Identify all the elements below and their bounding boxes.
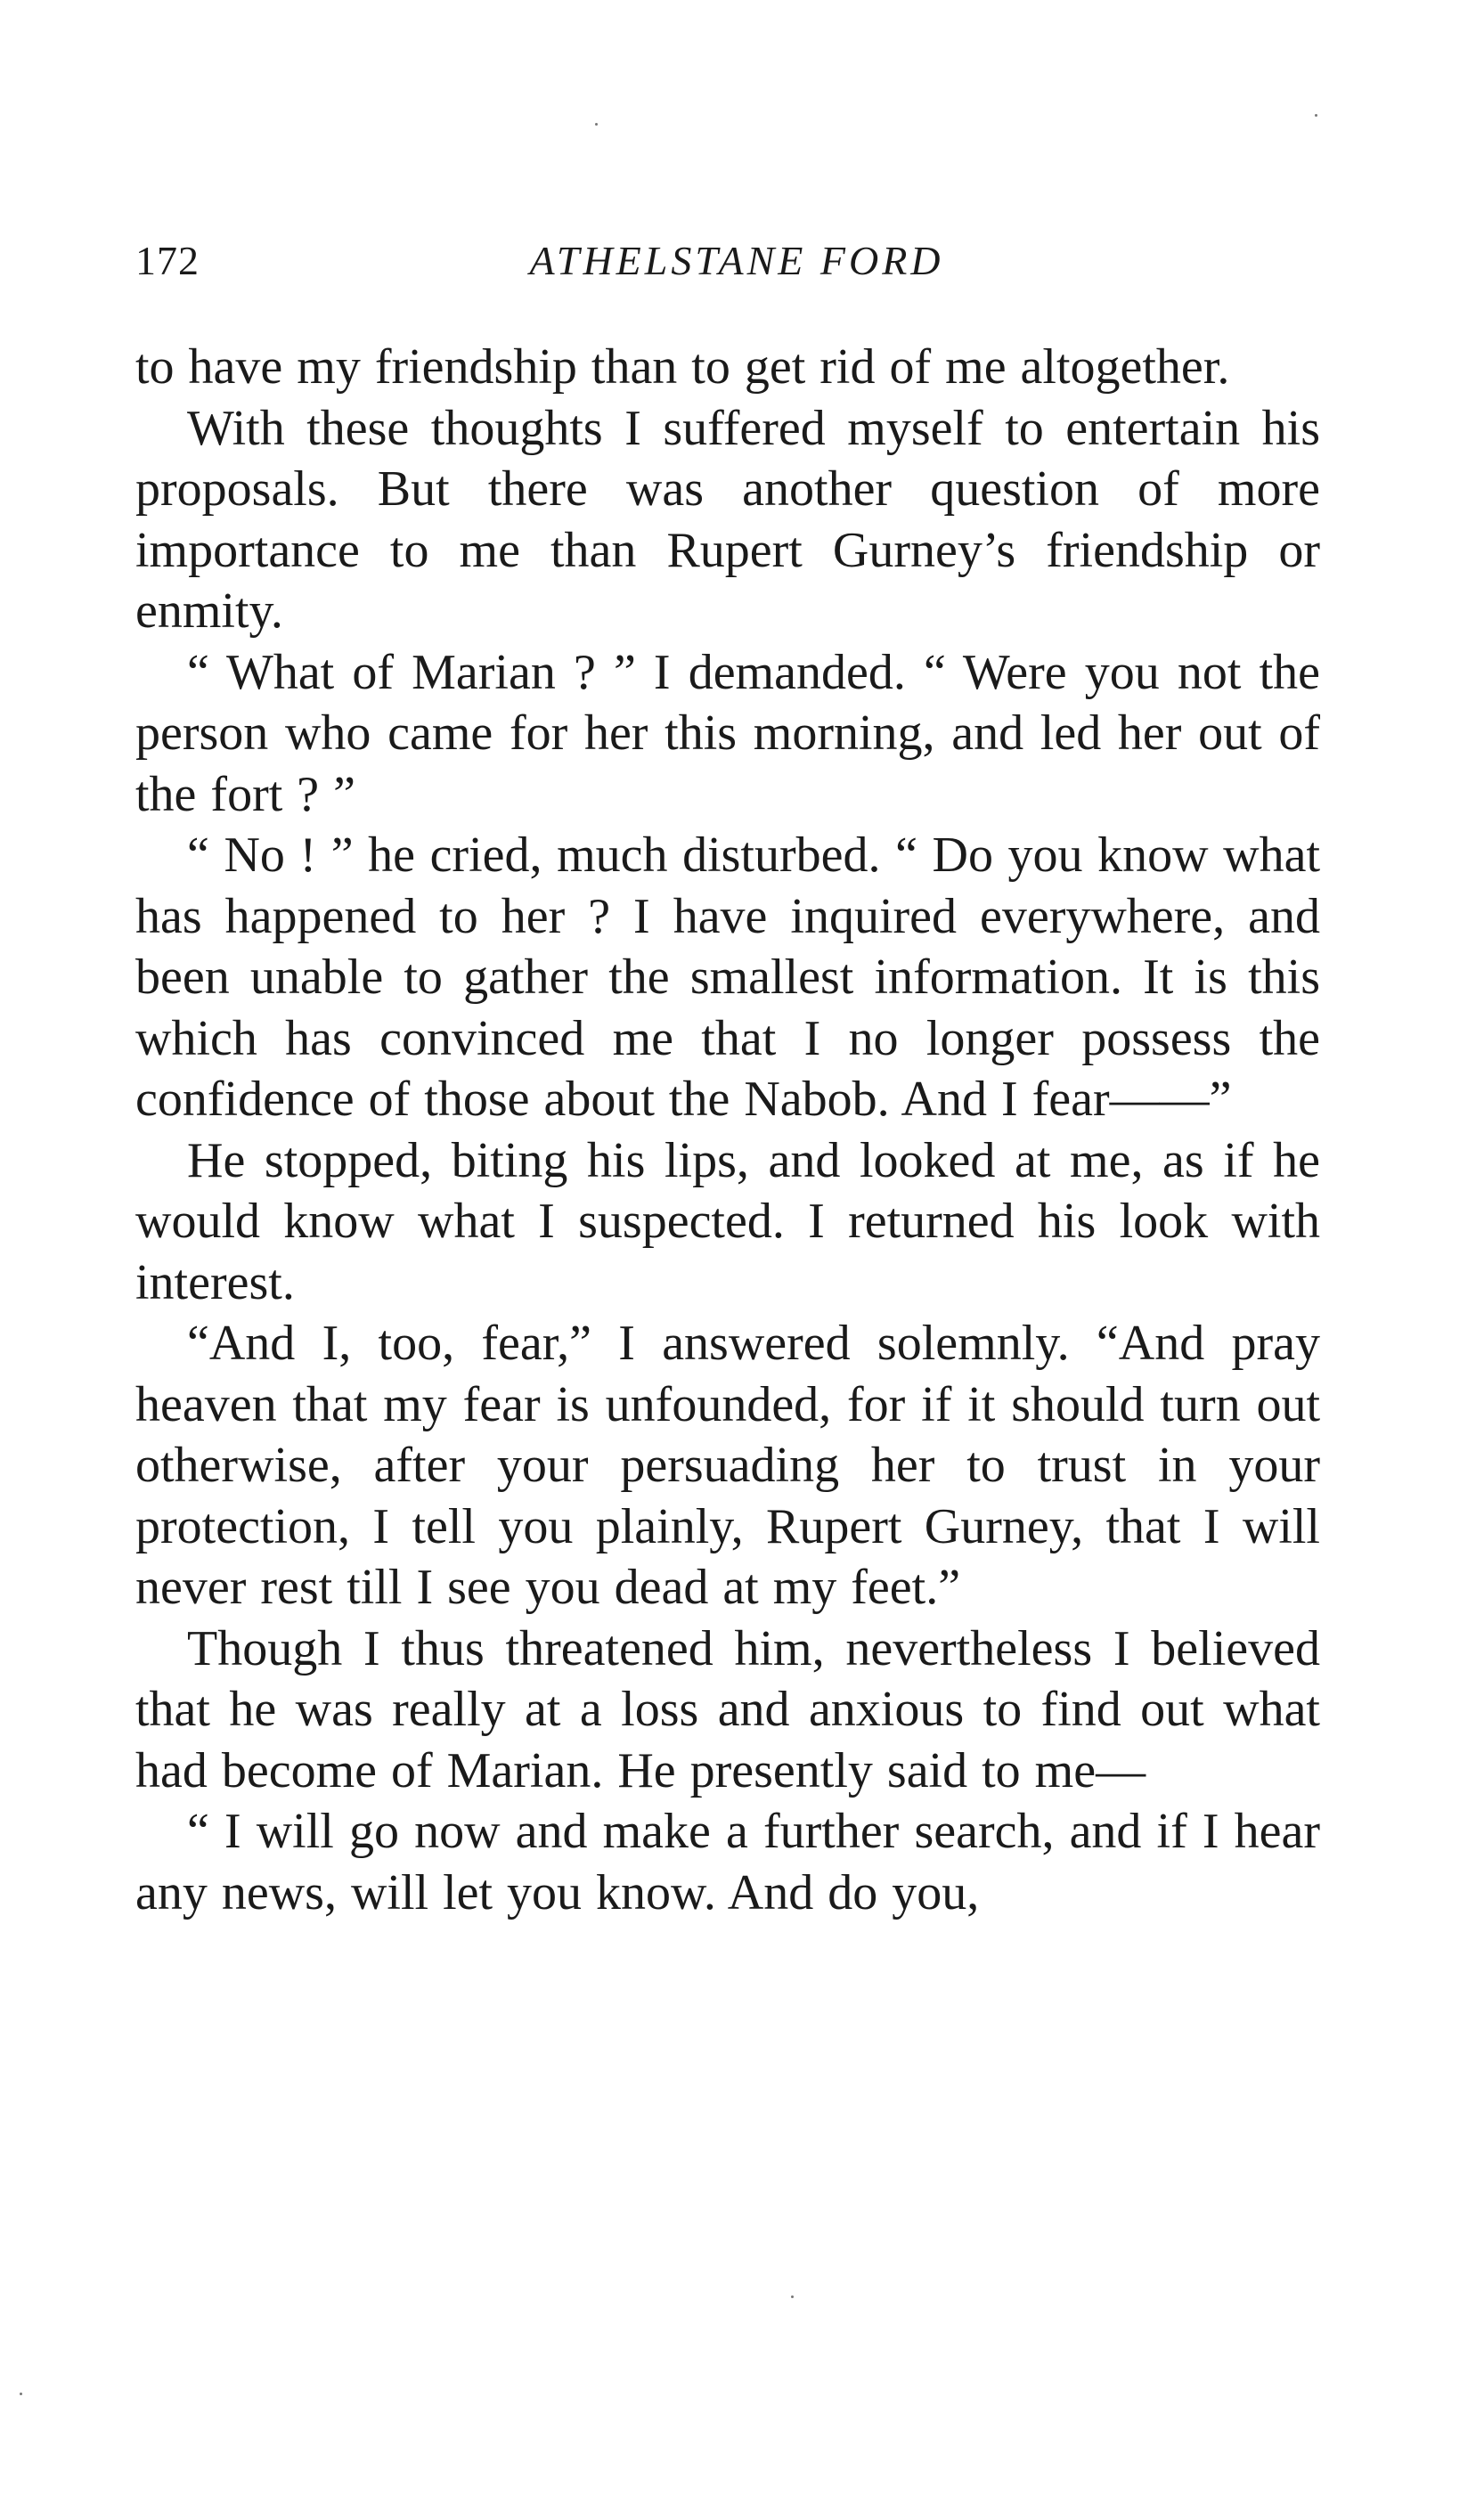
paragraph: to have my friendship than to get rid of me altogether. xyxy=(135,339,1230,395)
page-number: 172 xyxy=(135,238,200,283)
paragraph: Though I thus threatened him, nevertheless I believed that he was really at a loss and anxious to find out what had become of Marian. He presently said to me— xyxy=(135,1620,1320,1798)
running-head xyxy=(135,237,1311,290)
paragraph: “ What of Marian ? ” I demanded. “ Were you not the person who came for her this morning, and led her out of the fort ? ” xyxy=(135,644,1320,822)
scan-speck xyxy=(20,2393,22,2395)
body-text xyxy=(135,337,1320,1923)
paragraph: He stopped, biting his lips, and looked at me, as if he would know what I suspected. I returned his look with interest. xyxy=(135,1132,1320,1310)
paragraph: “ I will go now and make a further search, and if I hear any news, will let you know. And do you, xyxy=(135,1804,1320,1920)
book-title: ATHELSTANE FORD xyxy=(529,238,944,283)
paragraph: “ No ! ” he cried, much disturbed. “ Do you know what has happened to her ? I have inquired everywhere, and been unable to gather the smallest information. It is this which has convinced me that I no longer possess the confidence of those about the Nabob. And I fear——” xyxy=(135,828,1320,1127)
scan-speck xyxy=(1315,114,1317,117)
scan-speck xyxy=(791,2295,794,2298)
paragraph: With these thoughts I suffered myself to entertain his proposals. But there was another question of more importance to me than Rupert Gurney’s friendship or enmity. xyxy=(135,400,1320,639)
paragraph: “And I, too, fear,” I answered solemnly. “And pray heaven that my fear is unfounded, for if it should turn out otherwise, after your persuading her to trust in your protection, I tell you plainly, Rupert Gurney, that I will never rest till I see you dead at my feet.” xyxy=(135,1316,1320,1615)
scan-speck xyxy=(595,123,598,126)
